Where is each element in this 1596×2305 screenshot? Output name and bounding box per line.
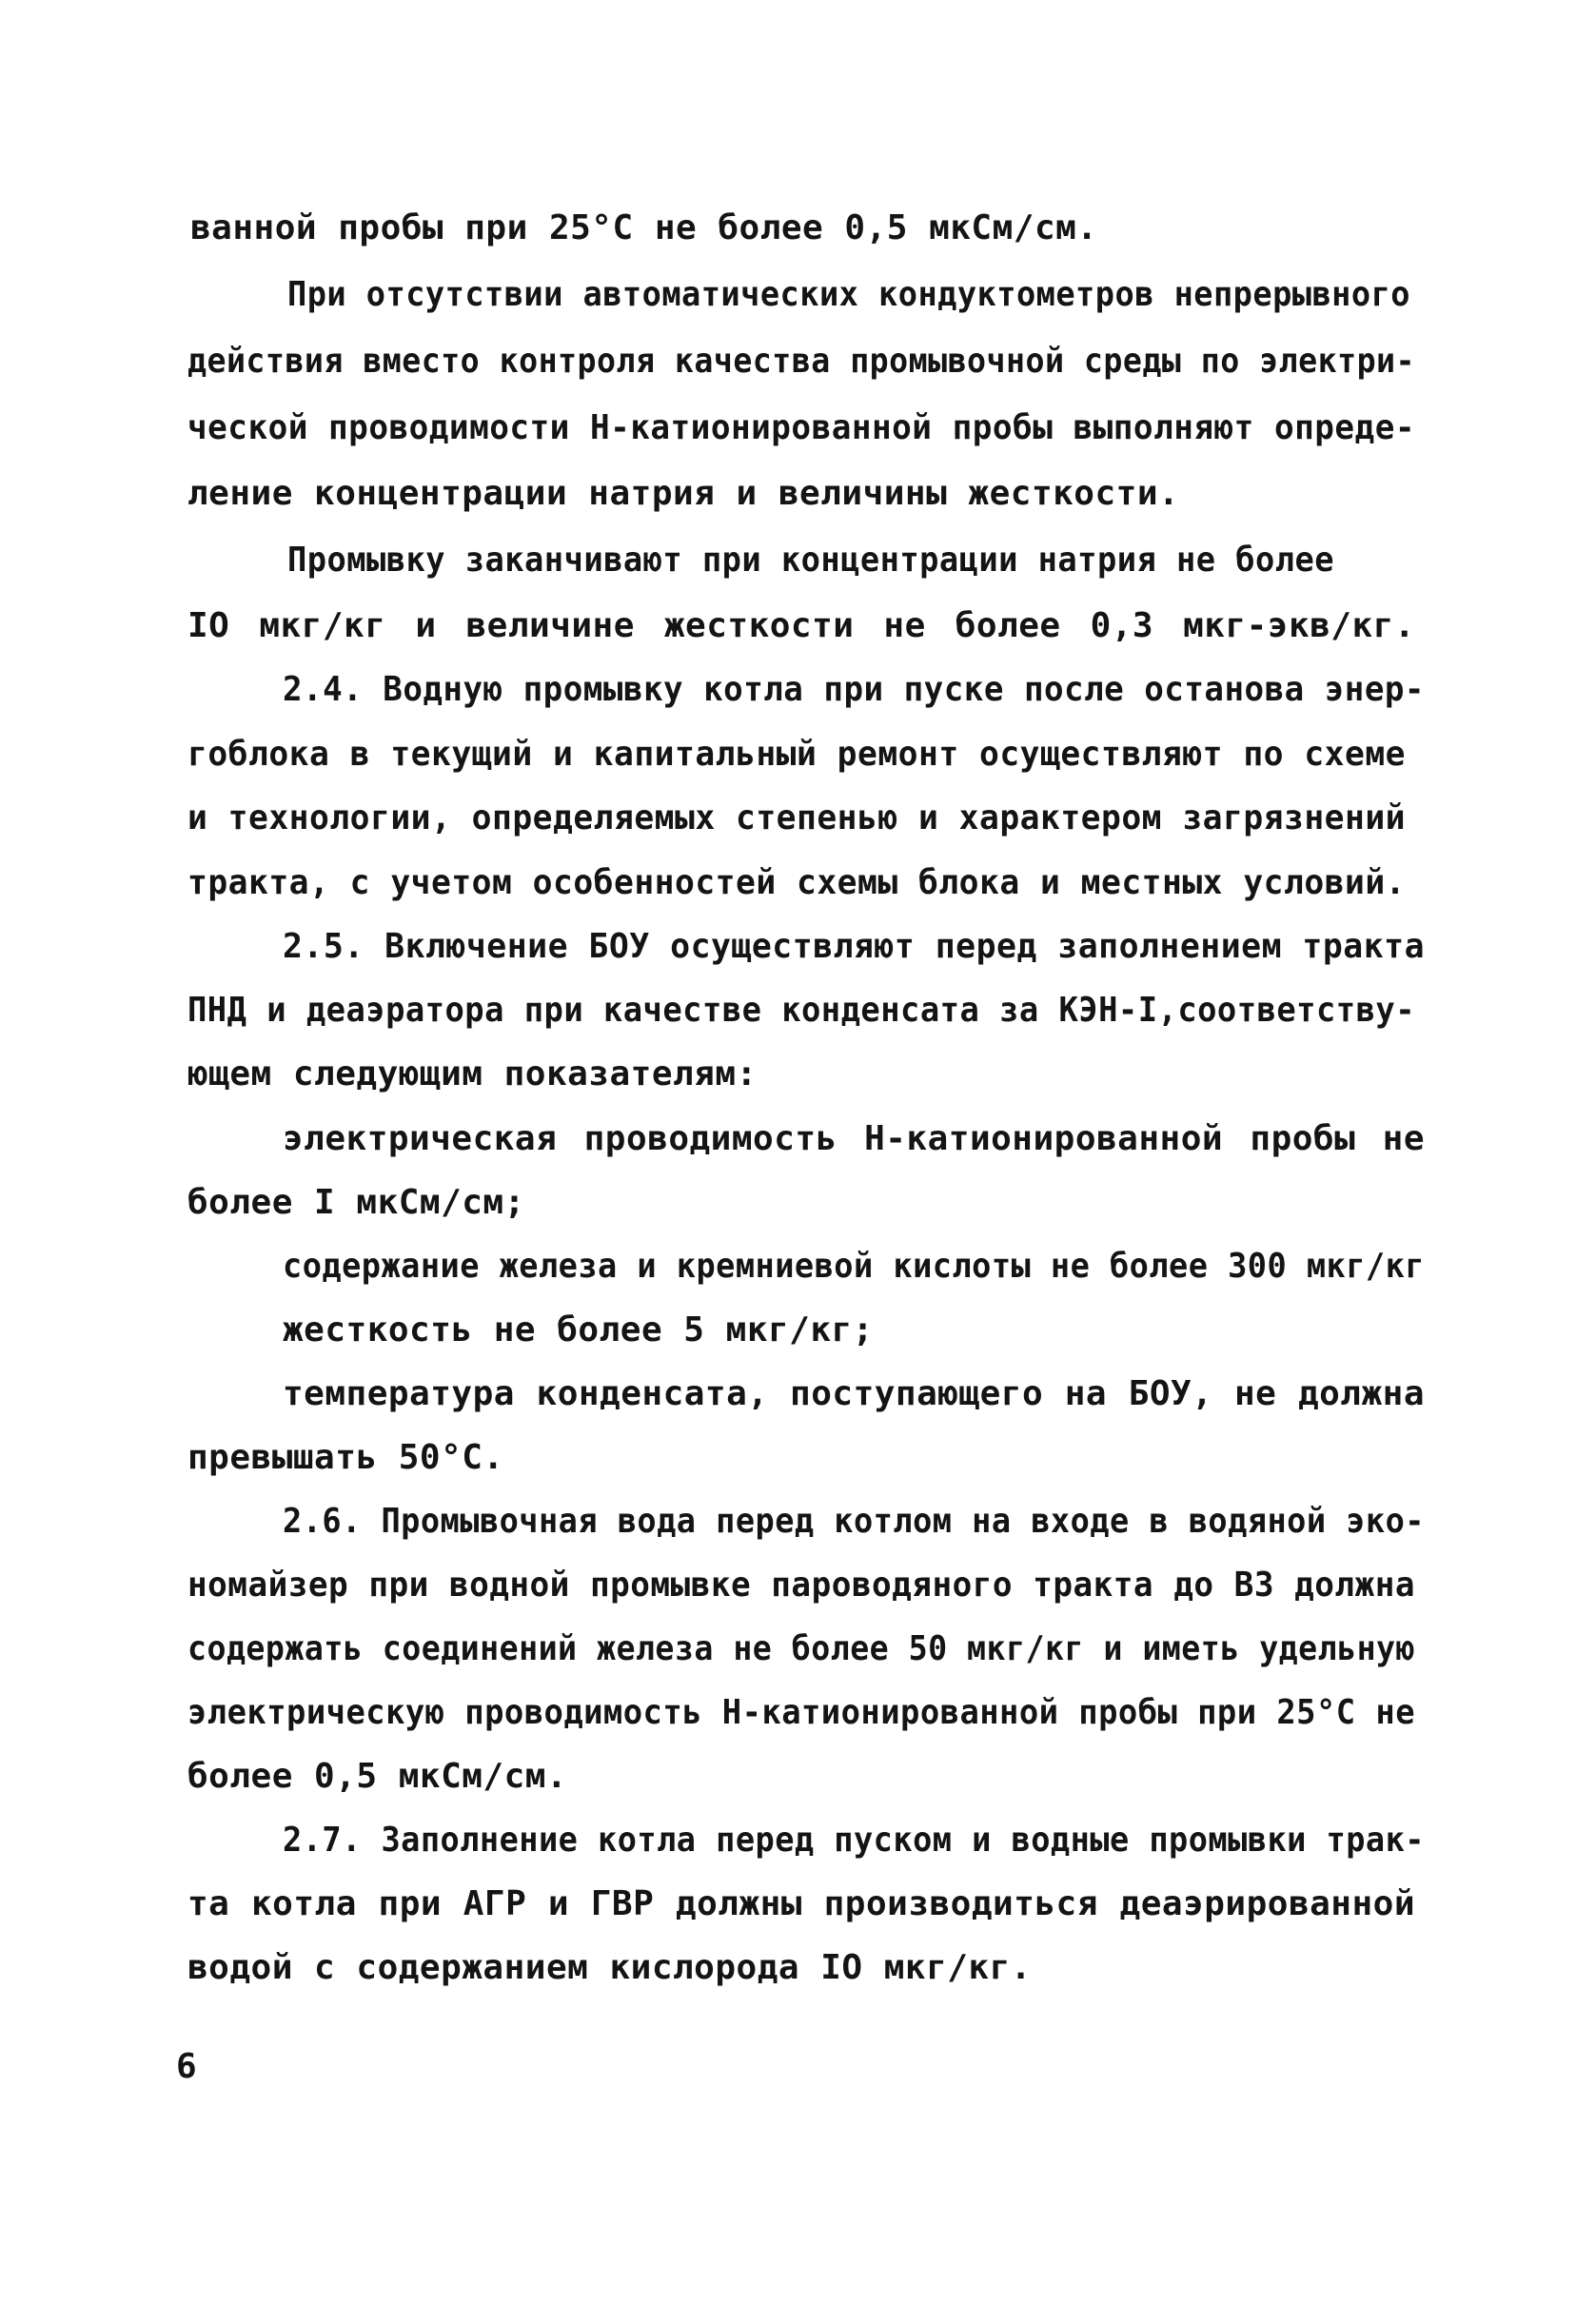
text-line: более 0,5 мкСм/см. xyxy=(187,1757,568,1796)
text-line: 2.6. Промывочная вода перед котлом на входе в водяной эко- xyxy=(283,1502,1425,1541)
text-line: 2.4. Водную промывку котла при пуске после останова энер- xyxy=(283,670,1425,709)
text-line: действия вместо контроля качества промывочной среды по электри- xyxy=(187,342,1415,381)
text-line: гоблока в текущий и капитальный ремонт осуществляют по схеме xyxy=(187,735,1406,774)
text-line: превышать 50°С. xyxy=(187,1438,504,1477)
text-line: 2.7. Заполнение котла перед пуском и водные промывки трак- xyxy=(283,1821,1425,1860)
text-line: водой с содержанием кислорода IO мкг/кг. xyxy=(187,1948,1032,1987)
text-line: IO мкг/кг и величине жесткости не более 0,3 мкг-экв/кг. xyxy=(187,606,1415,645)
text-line: и технологии, определяемых степенью и характером загрязнений xyxy=(187,798,1406,837)
text-line: номайзер при водной промывке пароводяного тракта до ВЗ должна xyxy=(187,1566,1415,1605)
text-line: более I мкСм/см; xyxy=(187,1183,525,1222)
text-line: При отсутствии автоматических кондуктометров непрерывного xyxy=(287,275,1410,314)
text-line: электрическую проводимость Н-катионированной пробы при 25°С не xyxy=(187,1693,1415,1732)
text-line: температура конденсата, поступающего на БОУ, не должна xyxy=(283,1374,1425,1413)
text-line: ванной пробы при 25°С не более 0,5 мкСм/см. xyxy=(190,208,1098,247)
page-number: 6 xyxy=(176,2047,197,2086)
text-line: ющем следующим показателям: xyxy=(187,1054,758,1093)
text-line: ление концентрации натрия и величины жесткости. xyxy=(187,474,1180,513)
text-line: тракта, с учетом особенностей схемы блока и местных условий. xyxy=(187,863,1406,902)
text-line: 2.5. Включение БОУ осуществляют перед заполнением тракта xyxy=(283,927,1425,966)
text-line: содержание железа и кремниевой кислоты не более 300 мкг/кг xyxy=(283,1247,1425,1286)
text-line: жесткость не более 5 мкг/кг; xyxy=(283,1310,874,1350)
text-line: ческой проводимости Н-катионированной пробы выполняют опреде- xyxy=(187,408,1415,447)
text-line: содержать соединений железа не более 50 мкг/кг и иметь удельную xyxy=(187,1629,1415,1668)
text-line: Промывку заканчивают при концентрации натрия не более xyxy=(287,541,1334,580)
text-line: электрическая проводимость Н-катионированной пробы не xyxy=(283,1119,1425,1158)
text-line: та котла при АГР и ГВР должны производиться деаэрированной xyxy=(187,1884,1415,1923)
text-line: ПНД и деаэратора при качестве конденсата за КЭН-I,соответству- xyxy=(187,991,1415,1030)
